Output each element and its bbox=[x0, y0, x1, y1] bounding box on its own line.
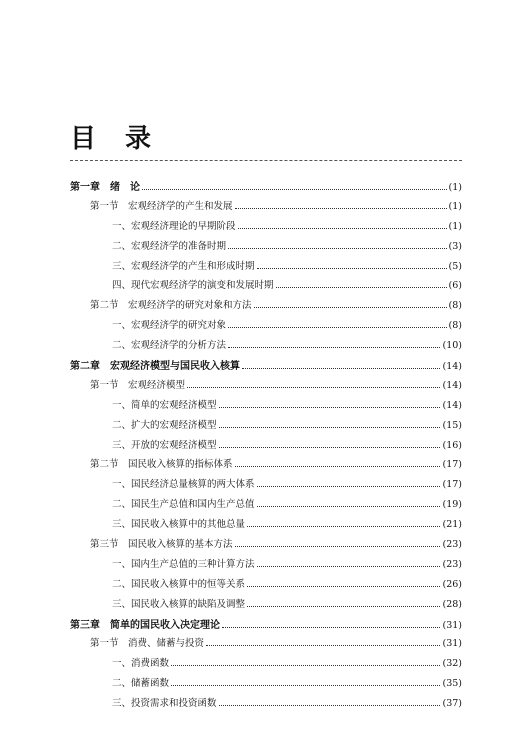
dot-leader bbox=[238, 223, 447, 229]
toc-item bbox=[70, 337, 462, 357]
toc-entry-label: 第三节 国民收入核算的基本方法 bbox=[90, 539, 233, 551]
toc-item bbox=[70, 675, 462, 695]
dot-leader bbox=[257, 262, 447, 268]
dot-leader bbox=[206, 640, 440, 646]
toc-page-number: (6) bbox=[448, 280, 462, 292]
toc-entry-label: 第三章 简单的国民收入决定理论 bbox=[70, 619, 220, 631]
toc-item bbox=[70, 317, 462, 337]
toc-section bbox=[70, 456, 462, 476]
toc-entry-label: 三、开放的宏观经济模型 bbox=[112, 439, 217, 451]
dot-leader bbox=[247, 521, 440, 527]
dot-leader bbox=[187, 382, 440, 388]
toc-entry-label: 二、国民生产总值和国内生产总值 bbox=[112, 499, 255, 511]
dot-leader bbox=[257, 501, 441, 507]
dot-leader bbox=[219, 402, 441, 408]
toc-entry-label: 第二节 国民收入核算的指标体系 bbox=[90, 459, 233, 471]
toc-item bbox=[70, 277, 462, 297]
toc-chapter bbox=[70, 178, 462, 198]
toc-page-number: (32) bbox=[442, 658, 462, 670]
toc-page-number: (1) bbox=[448, 182, 462, 193]
toc-item bbox=[70, 576, 462, 596]
dot-leader bbox=[219, 421, 441, 427]
toc-entry-label: 二、宏观经济学的准备时期 bbox=[112, 240, 227, 252]
title-divider bbox=[70, 160, 462, 161]
dot-leader bbox=[235, 203, 447, 209]
dot-leader bbox=[257, 481, 441, 487]
toc-item bbox=[70, 476, 462, 496]
toc-entry-label: 二、扩大的宏观经济模型 bbox=[112, 419, 217, 431]
dot-leader bbox=[171, 660, 440, 666]
toc-entry-label: 一、简单的宏观经济模型 bbox=[112, 399, 217, 411]
dot-leader bbox=[276, 282, 447, 288]
toc-section bbox=[70, 536, 462, 556]
dot-leader bbox=[247, 581, 440, 587]
toc-page-number: (17) bbox=[442, 459, 462, 471]
toc-entry-label: 第一节 消费、储蓄与投资 bbox=[90, 638, 205, 650]
toc-item bbox=[70, 218, 462, 238]
dot-leader bbox=[228, 242, 447, 248]
toc-entry-label: 四、现代宏观经济学的演变和发展时期 bbox=[112, 280, 274, 292]
toc-entry-label: 一、国民经济总量核算的两大体系 bbox=[112, 479, 255, 491]
toc-item bbox=[70, 417, 462, 437]
toc-entry-label: 第二节 宏观经济学的研究对象和方法 bbox=[90, 300, 252, 312]
toc-item bbox=[70, 556, 462, 576]
toc-item bbox=[70, 655, 462, 675]
toc-page-number: (37) bbox=[442, 698, 462, 710]
toc-entry-label: 第一节 宏观经济学的产生和发展 bbox=[90, 200, 233, 212]
toc-item bbox=[70, 516, 462, 536]
toc-page-number: (21) bbox=[442, 519, 462, 531]
toc-entry-label: 一、宏观经济学的研究对象 bbox=[112, 320, 227, 332]
dot-leader bbox=[235, 461, 441, 467]
toc-item bbox=[70, 437, 462, 457]
toc-item bbox=[70, 596, 462, 616]
dot-leader bbox=[257, 561, 441, 567]
dot-leader bbox=[228, 322, 447, 328]
toc-page-number: (8) bbox=[448, 300, 462, 312]
toc-page-number: (1) bbox=[448, 200, 462, 212]
toc-chapter bbox=[70, 616, 462, 636]
toc-entry-label: 一、宏观经济理论的早期阶段 bbox=[112, 220, 236, 232]
toc-chapter bbox=[70, 357, 462, 377]
toc-section bbox=[70, 198, 462, 218]
dot-leader bbox=[254, 302, 447, 308]
toc-page-number: (14) bbox=[442, 399, 462, 411]
toc-entry-label: 三、投资需求和投资函数 bbox=[112, 698, 217, 710]
toc-page-number: (3) bbox=[448, 240, 462, 252]
toc-page-number: (1) bbox=[448, 220, 462, 232]
dot-leader bbox=[242, 363, 440, 369]
toc-entry-label: 第二章 宏观经济模型与国民收入核算 bbox=[70, 361, 240, 373]
toc-page-number: (23) bbox=[442, 539, 462, 551]
toc-page-number: (23) bbox=[442, 558, 462, 570]
toc-section bbox=[70, 297, 462, 317]
toc-entry-label: 第一章 绪 论 bbox=[70, 182, 140, 193]
toc-page-number: (14) bbox=[442, 361, 462, 373]
page-title: 目 录 bbox=[70, 124, 162, 154]
dot-leader bbox=[219, 700, 441, 706]
dot-leader bbox=[142, 184, 447, 190]
toc-entry-label: 第一节 宏观经济模型 bbox=[90, 379, 186, 391]
toc-item bbox=[70, 397, 462, 417]
toc-item bbox=[70, 496, 462, 516]
toc-page-number: (31) bbox=[442, 638, 462, 650]
dot-leader bbox=[222, 621, 440, 627]
toc-entry-label: 二、国民收入核算中的恒等关系 bbox=[112, 578, 246, 590]
toc-page-number: (16) bbox=[442, 439, 462, 451]
toc-page-number: (15) bbox=[442, 419, 462, 431]
toc-page-number: (35) bbox=[442, 678, 462, 690]
toc-entry-label: 一、消费函数 bbox=[112, 658, 170, 670]
dot-leader bbox=[228, 342, 440, 348]
toc-entry-label: 二、储蓄函数 bbox=[112, 678, 170, 690]
toc-page-number: (19) bbox=[442, 499, 462, 511]
toc-item bbox=[70, 258, 462, 278]
dot-leader bbox=[247, 600, 440, 606]
toc-page-number: (26) bbox=[442, 578, 462, 590]
toc-section bbox=[70, 635, 462, 655]
toc-section bbox=[70, 377, 462, 397]
toc-page-number: (8) bbox=[448, 320, 462, 332]
toc-entry-label: 一、国内生产总值的三种计算方法 bbox=[112, 558, 255, 570]
toc-entry-label: 二、宏观经济学的分析方法 bbox=[112, 340, 227, 352]
toc-entry-label: 三、国民收入核算中的其他总量 bbox=[112, 519, 246, 531]
toc-page-number: (31) bbox=[442, 619, 462, 631]
toc-entry-label: 三、国民收入核算的缺陷及调整 bbox=[112, 598, 246, 610]
toc-item bbox=[70, 695, 462, 715]
dot-leader bbox=[235, 541, 441, 547]
toc-item bbox=[70, 238, 462, 258]
toc-page-number: (17) bbox=[442, 479, 462, 491]
toc-page-number: (28) bbox=[442, 598, 462, 610]
table-of-contents bbox=[70, 178, 462, 715]
dot-leader bbox=[171, 680, 440, 686]
dot-leader bbox=[219, 441, 441, 447]
toc-page-number: (14) bbox=[442, 379, 462, 391]
toc-page-number: (5) bbox=[448, 260, 462, 272]
toc-page-number: (10) bbox=[442, 340, 462, 352]
toc-entry-label: 三、宏观经济学的产生和形成时期 bbox=[112, 260, 255, 272]
